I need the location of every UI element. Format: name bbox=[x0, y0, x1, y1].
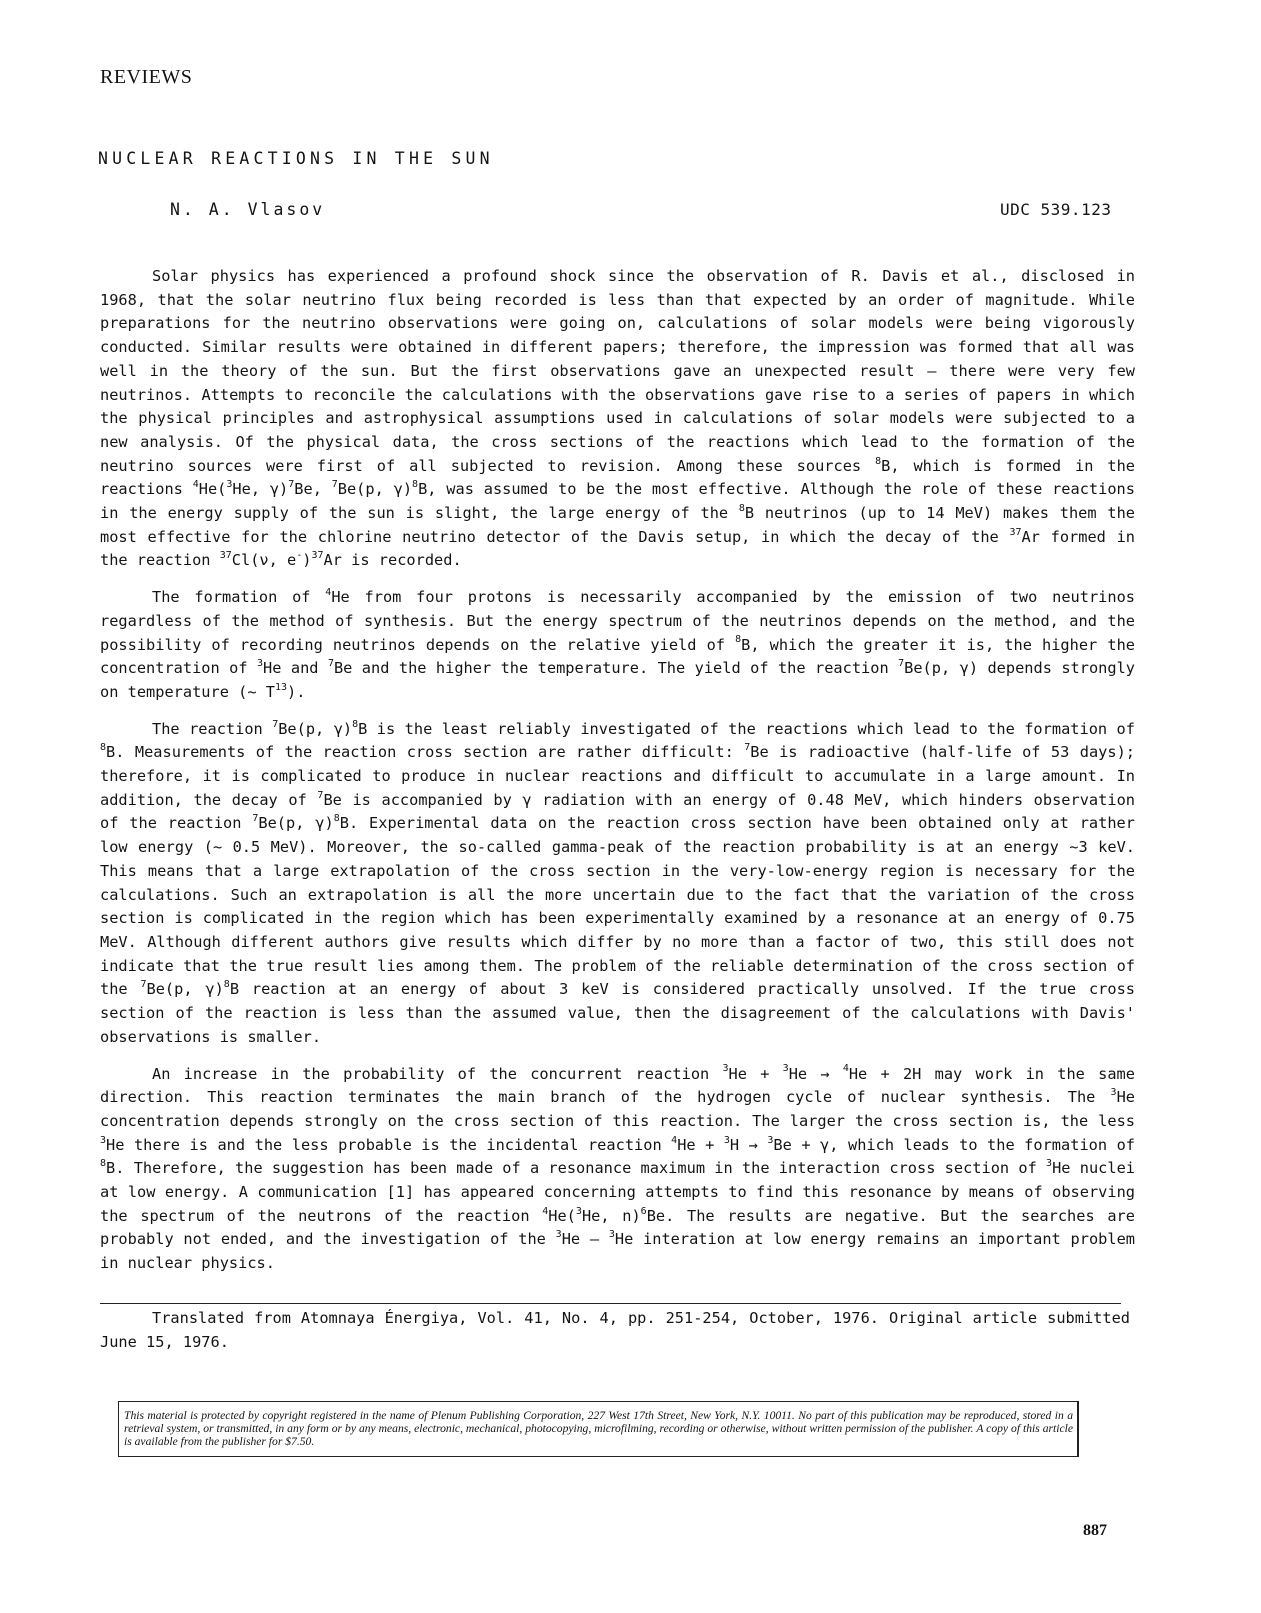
text-run: Be(p, γ) bbox=[146, 980, 224, 999]
text-run: B. Experimental data on the reaction cross section have been obtained only at rather low energy (~ 0.5 MeV). Moreover, the so-called gamma-peak of the reaction probability is at an energy ~3 keV. This means that a large extrapolation of the cross section in the very-low-energy region is necessary for the calculations. Such an extrapolation is all the more uncertain due to the fact that the variation of the cross section is complicated in the region which has been experimentally examined by a resonance at an energy of 0.75 MeV. Although different authors give results which differ by no more than a factor of two, this still does not indicate that the true result lies among them. The problem of the reliable determination of the cross section of the bbox=[100, 814, 1135, 999]
text-run: Solar physics has experienced a profound shock since the observation of R. Davis et al., disclosed in 1968, that the solar neutrino flux being recorded is less than that expected by an order of magnitude. While preparations for the neutrino observations were going on, calculations of solar models were being vigorously conducted. Similar results were obtained in different papers; therefore, the impression was formed that all was well in the theory of the sun. But the first observations gave an unexpected result — there were very few neutrinos. Attempts to reconcile the calculations with the observations gave rise to a series of papers in which the physical principles and astrophysical assumptions used in calculations of solar models were subjected to a new analysis. Of the physical data, the cross sections of the reactions which lead to the formation of the neutrino sources were first of all subjected to revision. Among these sources bbox=[100, 267, 1135, 475]
text-run: Be is radioactive (half-life of 53 days); therefore, it is complicated to produce in nuclear reactions and difficult to accumulate in a large amount. In addition, the decay of bbox=[100, 743, 1135, 809]
article-title: NUCLEAR REACTIONS IN THE SUN bbox=[98, 149, 494, 168]
translation-text: Translated from Atomnaya Énergiya, Vol. 41, No. 4, pp. 251-254, October, 1976. Original article submitted June 15, 1976. bbox=[100, 1309, 1130, 1351]
superscript: 8 bbox=[352, 718, 359, 730]
text-run: B. Measurements of the reaction cross section are rather difficult: bbox=[106, 743, 745, 762]
text-run: B, was assumed to be the most effective. Although the role of these reactions in the energy supply of the sun is slight, the large energy of the bbox=[100, 480, 1135, 523]
superscript: 37 bbox=[1009, 526, 1022, 538]
paragraph-1 bbox=[100, 265, 1135, 573]
text-run: He + bbox=[677, 1135, 724, 1154]
superscript: 4 bbox=[542, 1205, 549, 1217]
superscript: 7 bbox=[140, 979, 147, 991]
superscript: 7 bbox=[317, 789, 324, 801]
superscript: 7 bbox=[288, 479, 295, 491]
page-number: 887 bbox=[1083, 1522, 1107, 1539]
text-run: Ar is recorded. bbox=[323, 551, 462, 570]
paragraph-3 bbox=[100, 718, 1135, 1050]
superscript: 4 bbox=[671, 1134, 678, 1146]
superscript: 3 bbox=[555, 1229, 562, 1241]
superscript: 6 bbox=[640, 1205, 647, 1217]
superscript: 3 bbox=[100, 1134, 107, 1146]
text-run: The reaction bbox=[152, 719, 273, 738]
text-run: He interation at low energy remains an important problem in nuclear physics. bbox=[100, 1230, 1135, 1273]
text-run: He — bbox=[561, 1230, 609, 1249]
text-run: He and bbox=[263, 659, 328, 678]
superscript: 3 bbox=[767, 1134, 774, 1146]
text-run: Be and the higher the temperature. The yield of the reaction bbox=[333, 659, 899, 678]
text-run: B is the least reliably investigated of the reactions which lead to the formation of bbox=[358, 719, 1135, 738]
superscript: 7 bbox=[327, 658, 334, 670]
section-label: REVIEWS bbox=[100, 66, 193, 88]
superscript: 7 bbox=[898, 658, 905, 670]
footnote-divider bbox=[100, 1303, 1121, 1304]
superscript: 3 bbox=[257, 658, 264, 670]
text-run: ) bbox=[302, 551, 312, 570]
text-run: B neutrinos (up to 14 MeV) makes them the most effective for the chlorine neutrino detector of the Davis setup, in which the decay of the bbox=[100, 504, 1135, 546]
superscript: 37 bbox=[219, 550, 232, 562]
text-run: B, which is formed in the reactions bbox=[100, 456, 1135, 499]
text-run: Be, bbox=[294, 480, 332, 499]
superscript: 7 bbox=[331, 479, 338, 491]
superscript: 3 bbox=[722, 1063, 729, 1075]
superscript: 8 bbox=[100, 742, 107, 754]
text-run: B. Therefore, the suggestion has been made of a resonance maximum in the interaction cross section of bbox=[106, 1159, 1047, 1178]
superscript: 3 bbox=[226, 479, 233, 491]
text-run: He( bbox=[548, 1206, 576, 1225]
text-run: He + 2H may work in the same direction. This reaction terminates the main branch of the hydrogen cycle of nuclear synthesis. The bbox=[100, 1064, 1135, 1107]
text-run: H → bbox=[729, 1135, 768, 1154]
text-run: He, n) bbox=[581, 1206, 641, 1225]
superscript: 7 bbox=[744, 742, 751, 754]
text-run: He + bbox=[728, 1064, 783, 1083]
superscript: 8 bbox=[738, 502, 745, 514]
article-body bbox=[100, 265, 1135, 1289]
superscript: 8 bbox=[735, 634, 742, 646]
superscript: - bbox=[296, 550, 303, 562]
paragraph-2 bbox=[100, 586, 1135, 705]
text-run: An increase in the probability of the concurrent reaction bbox=[152, 1064, 723, 1083]
paragraph-4 bbox=[100, 1063, 1135, 1276]
superscript: 3 bbox=[1110, 1087, 1117, 1099]
text-run: Be(p, γ) bbox=[258, 814, 334, 833]
copyright-notice: This material is protected by copyright registered in the name of Plenum Publishing Corporation, 227 West 17th Street, New York, N.Y. 10011. No part of this publication may be reproduced, stored in a retrieval system, or transmitted, in any form or by any means, electronic, mechanical, photocopying, microfilming, recording or otherwise, without written permission of the publisher. A copy of this article is available from the publisher for $7.50. bbox=[118, 1401, 1079, 1457]
superscript: 3 bbox=[608, 1229, 615, 1241]
superscript: 7 bbox=[252, 813, 259, 825]
author-name: N. A. Vlasov bbox=[170, 200, 326, 219]
superscript: 37 bbox=[311, 550, 324, 562]
superscript: 4 bbox=[325, 587, 332, 599]
text-run: He nuclei at low energy. A communication [1] has appeared concerning attempts to find this resonance by means of observing the spectrum of the neutrons of the reaction bbox=[100, 1159, 1136, 1225]
superscript: 8 bbox=[100, 1158, 107, 1170]
text-run: Be + γ, which leads to the formation of bbox=[773, 1135, 1136, 1154]
text-run: He, γ) bbox=[232, 480, 289, 499]
superscript: 8 bbox=[223, 979, 230, 991]
text-run: Be(p, γ) bbox=[278, 719, 353, 738]
superscript: 8 bbox=[412, 479, 419, 491]
text-run: The formation of bbox=[152, 588, 326, 607]
superscript: 4 bbox=[192, 479, 199, 491]
text-run: He from four protons is necessarily accompanied by the emission of two neutrinos regardless of the method of synthesis. But the energy spectrum of the neutrinos depends on the method, and the possibility of recording neutrinos depends on the relative yield of bbox=[100, 588, 1136, 654]
text-run: He concentration depends strongly on the cross section of this reaction. The larger the cross section is, the less bbox=[100, 1088, 1135, 1130]
text-run: He( bbox=[198, 480, 227, 499]
udc-code: UDC 539.123 bbox=[1000, 200, 1112, 219]
text-run: B, which the greater it is, the higher the concentration of bbox=[100, 635, 1135, 678]
text-run: He there is and the less probable is the incidental reaction bbox=[106, 1135, 672, 1154]
superscript: 3 bbox=[723, 1134, 730, 1146]
text-run: B reaction at an energy of about 3 keV is considered practically unsolved. If the true cross section of the reaction is less than the assumed value, then the disagreement of the calculations with Davis' observations is smaller. bbox=[100, 980, 1135, 1046]
superscript: 3 bbox=[575, 1205, 582, 1217]
text-run: He → bbox=[788, 1064, 843, 1083]
text-run: Cl(ν, e bbox=[231, 551, 297, 570]
text-run: Be(p, γ) depends strongly on temperature (~ T bbox=[100, 659, 1136, 701]
superscript: 4 bbox=[842, 1063, 849, 1075]
superscript: 3 bbox=[782, 1063, 789, 1075]
text-run: Be is accompanied by γ radiation with an energy of 0.48 MeV, which hinders observation of the reaction bbox=[100, 790, 1135, 833]
text-run: Be. The results are negative. But the searches are probably not ended, and the investigation of the bbox=[100, 1206, 1135, 1249]
text-run: ). bbox=[287, 682, 306, 701]
superscript: 8 bbox=[333, 813, 340, 825]
superscript: 13 bbox=[274, 681, 288, 693]
translation-note bbox=[100, 1307, 1130, 1354]
superscript: 7 bbox=[272, 718, 279, 730]
text-run: Ar formed in the reaction bbox=[100, 527, 1135, 570]
superscript: 8 bbox=[875, 455, 882, 467]
text-run: Be(p, γ) bbox=[337, 480, 413, 499]
superscript: 3 bbox=[1046, 1158, 1053, 1170]
